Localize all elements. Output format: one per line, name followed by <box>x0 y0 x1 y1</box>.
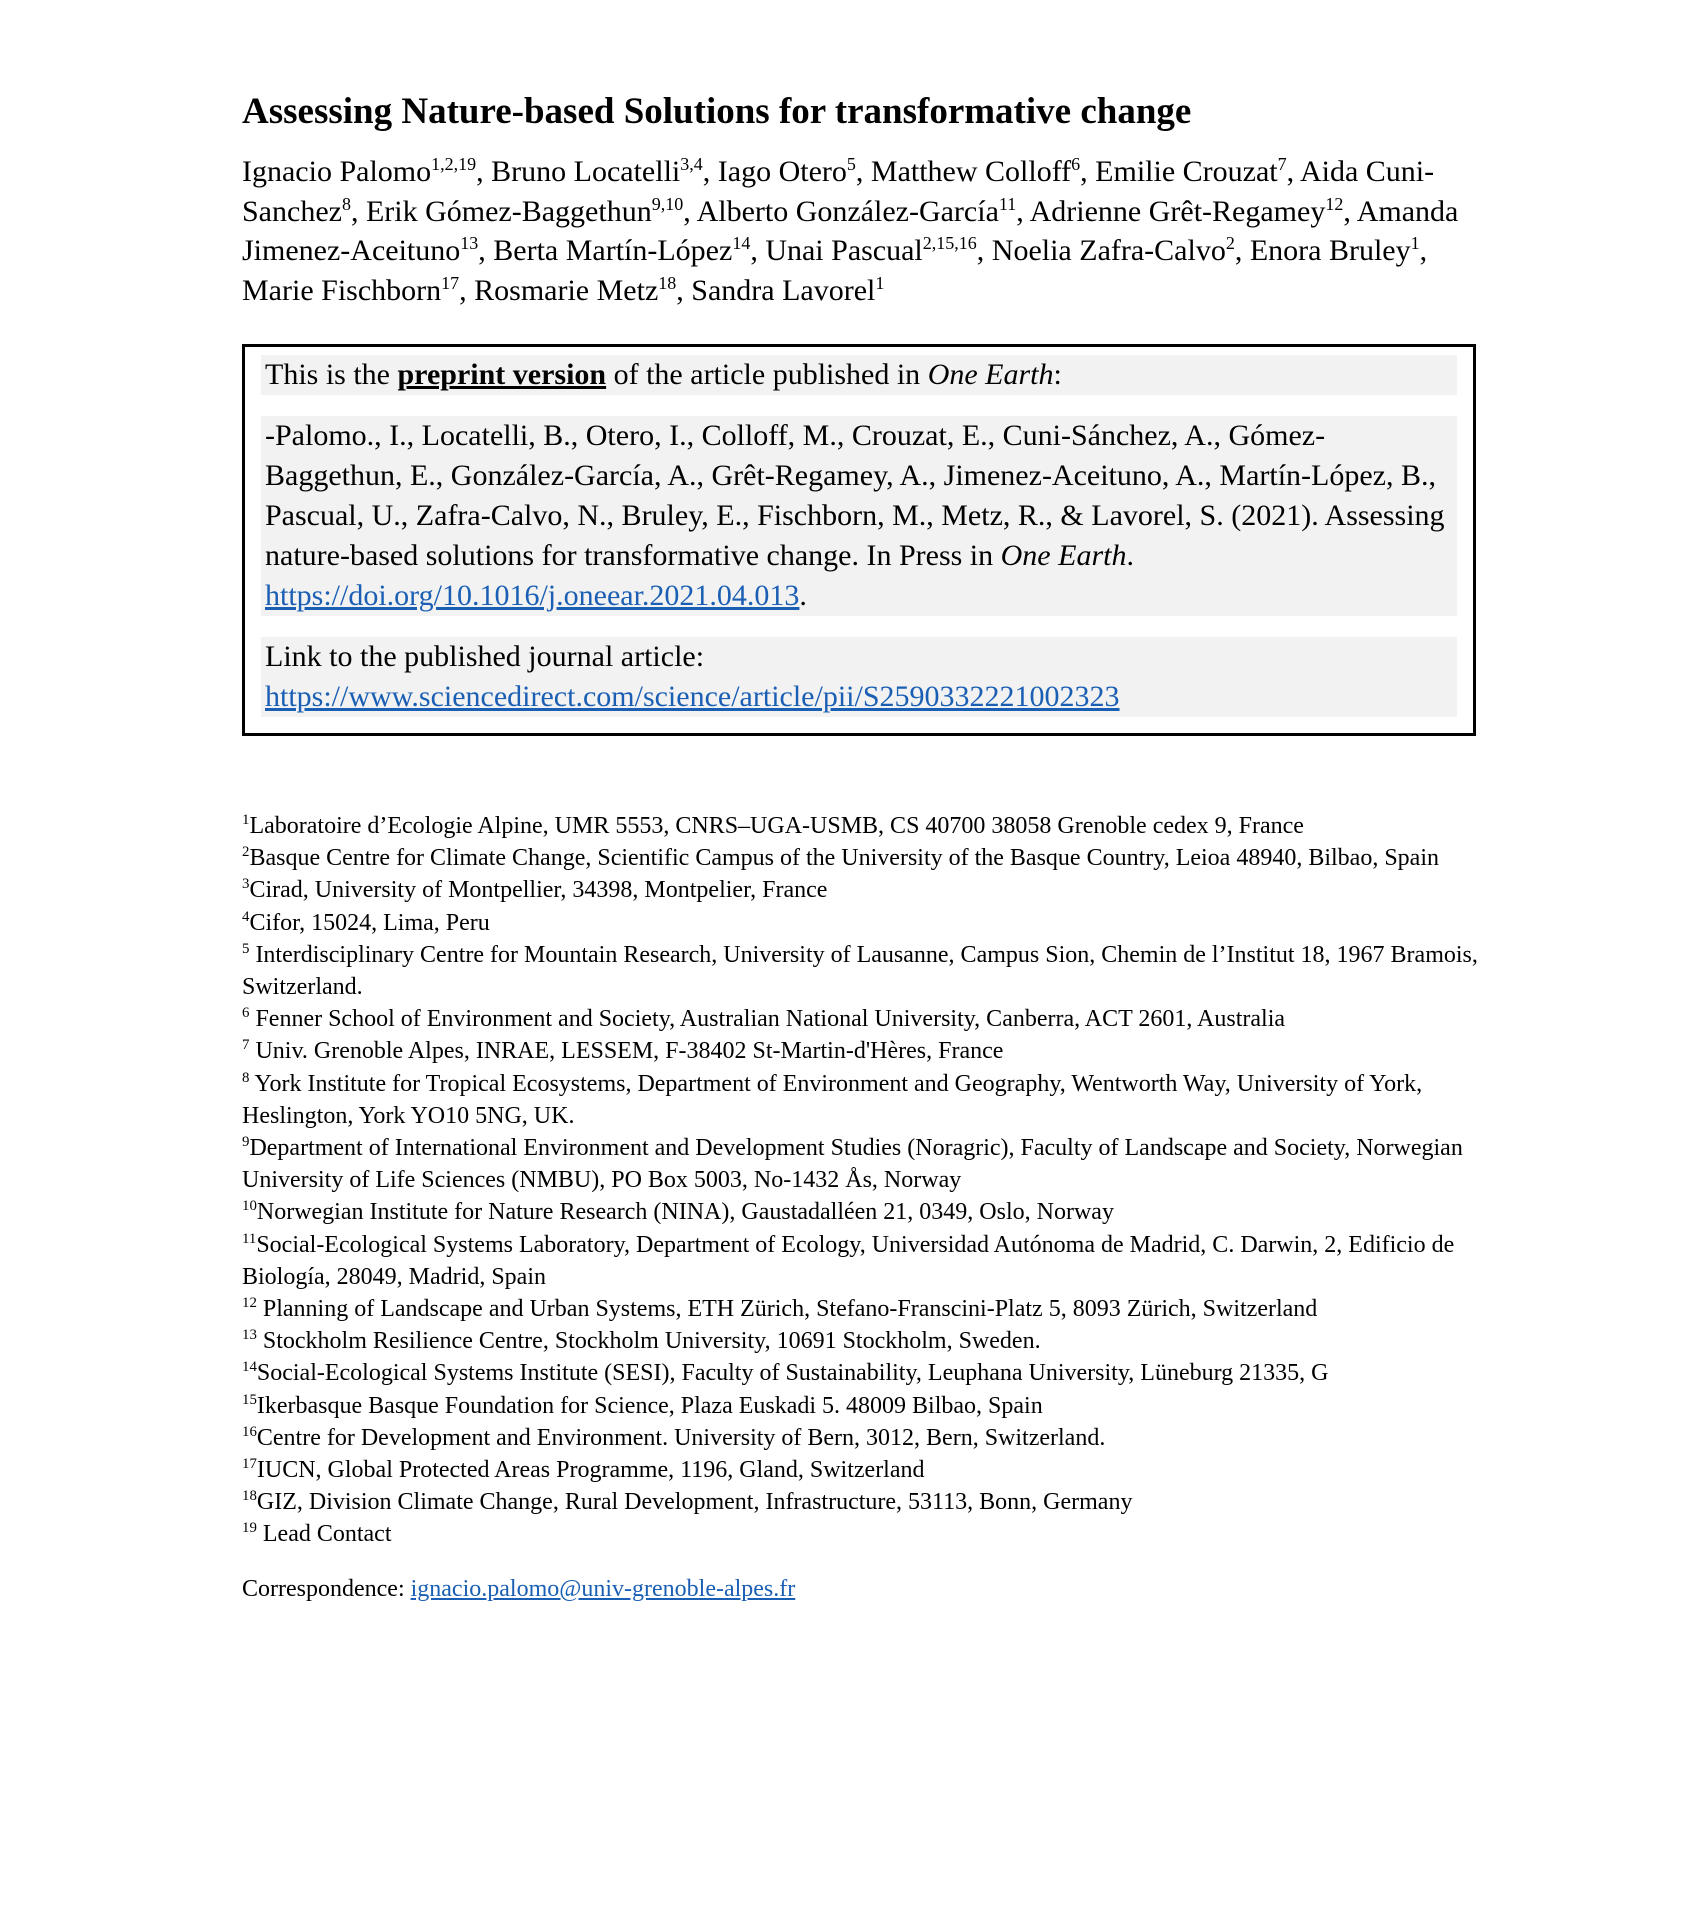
correspondence-label: Correspondence: <box>242 1575 411 1602</box>
author-affiliation-marker: 9,10 <box>651 193 684 214</box>
affiliation-item <box>242 842 1502 874</box>
author-name: Bruno Locatelli <box>491 155 681 188</box>
affiliation-text: GIZ, Division Climate Change, Rural Development, Infrastructure, 53113, Bonn, Germany <box>256 1489 1133 1516</box>
author-affiliation-marker: 11 <box>998 193 1017 214</box>
preprint-version-label: preprint version <box>397 358 607 391</box>
affiliation-item <box>242 1293 1502 1325</box>
author-name: Noelia Zafra-Calvo <box>991 234 1226 267</box>
author-name: Matthew Colloff <box>870 155 1072 188</box>
paper-title: Assessing Nature-based Solutions for transformative change <box>242 91 1192 132</box>
author-name: Erik Gómez-Baggethun <box>365 194 652 228</box>
affiliation-number: 17 <box>242 1456 257 1473</box>
affiliation-number: 11 <box>242 1230 257 1247</box>
doi-link[interactable]: https://doi.org/10.1016/j.oneear.2021.04.013 <box>265 579 800 612</box>
published-link-label: Link to the published journal article: <box>265 640 705 673</box>
affiliation-number: 12 <box>242 1295 257 1312</box>
affiliation-number: 6 <box>242 1005 250 1022</box>
author-affiliation-marker: 2 <box>1225 233 1235 253</box>
affiliation-text: Centre for Development and Environment. University of Bern, 3012, Bern, Switzerland. <box>256 1424 1106 1451</box>
affiliation-item <box>242 1229 1502 1293</box>
affiliation-text: IUCN, Global Protected Areas Programme, 1196, Gland, Switzerland <box>256 1457 925 1484</box>
author-name: Berta Martín-López <box>493 234 733 267</box>
affiliation-number: 10 <box>242 1198 257 1215</box>
author-name: Rosmarie Metz <box>474 273 659 307</box>
author-affiliation-marker: 8 <box>341 193 351 214</box>
affiliation-text: York Institute for Tropical Ecosystems, Department of Environment and Geography, Wentworth Way, University of York, Heslington, York YO10 5NG, UK. <box>242 1070 1423 1129</box>
author-affiliation-marker: 5 <box>846 154 856 174</box>
affiliation-item <box>242 1422 1502 1454</box>
affiliation-text: Department of International Environment and Development Studies (Noragric), Faculty of Landscape and Society, Norwegian University of Life Sciences (NMBU), PO Box 5003, No-1432 Ås, Norway <box>242 1135 1463 1194</box>
affiliation-item <box>242 1196 1502 1228</box>
author-name: Unai Pascual <box>765 234 923 267</box>
author-name: Iago Otero <box>717 155 847 188</box>
affiliation-number: 15 <box>242 1391 257 1408</box>
affiliation-number: 1 <box>242 812 250 828</box>
author-affiliation-marker: 12 <box>1325 193 1344 214</box>
author-affiliation-marker: 7 <box>1277 154 1287 174</box>
author-name: Ignacio Palomo <box>242 155 432 188</box>
affiliation-item <box>242 939 1502 1003</box>
affiliations-list <box>242 810 1502 1551</box>
author-name: Marie Fischborn <box>242 273 442 307</box>
author-affiliation-marker: 14 <box>732 233 751 253</box>
affiliation-text: Social-Ecological Systems Institute (SESI), Faculty of Sustainability, Leuphana University, Lüneburg 21335, G <box>256 1360 1329 1387</box>
author-name: Alberto González-García <box>696 194 999 228</box>
affiliation-item <box>242 1132 1502 1196</box>
author-affiliation-marker: 18 <box>658 272 677 293</box>
author-name: Emilie Crouzat <box>1095 155 1278 188</box>
correspondence <box>242 1573 1502 1605</box>
affiliation-text: Social-Ecological Systems Laboratory, Department of Ecology, Universidad Autónoma de Madrid, C. Darwin, 2, Edificio de Biología, 28049, Madrid, Spain <box>242 1231 1455 1290</box>
affiliation-item <box>242 1486 1502 1518</box>
author-list: Ignacio Palomo$^{1,2,19}$, Bruno Locatelli$^{3,4}$, Iago Otero$^5$, Matthew Colloff$^6$, Emilie Crouzat$^7$, Aida Cuni-Sanchez$^8$, Erik Gómez-Baggethun$^{9,10}$, Alberto González-García$^{11}$, Adrienne Grêt-Regamey$^{12}$, Amanda Jimenez-Aceituno$^{13}$, Berta Martín-López$^{14}$, Unai Pascual$^{2,15,16}$, Noelia Zafra-Calvo$^2$, Enora Bruley$^1$, Marie Fischborn$^{17}$, Rosmarie Metz$^{18}$, Sandra Lavorel$^1$ <box>242 154 1459 307</box>
affiliation-item <box>242 1325 1502 1357</box>
affiliation-text: Cifor, 15024, Lima, Peru <box>249 909 490 936</box>
affiliation-text: Lead Contact <box>256 1521 392 1548</box>
author-affiliation-marker: 3,4 <box>680 154 703 174</box>
author-affiliation-marker: 1,2,19 <box>431 154 477 174</box>
affiliation-text: Ikerbasque Basque Foundation for Science, Plaza Euskadi 5. 48009 Bilbao, Spain <box>256 1392 1043 1419</box>
affiliation-item <box>242 810 1502 842</box>
author-affiliation-marker: 1 <box>875 272 885 293</box>
author-name: Aida Cuni-Sanchez <box>242 155 1435 228</box>
journal-name: One Earth <box>927 358 1054 391</box>
affiliation-item <box>242 1003 1502 1035</box>
affiliation-text: Norwegian Institute for Nature Research (NINA), Gaustadalléen 21, 0349, Oslo, Norway <box>256 1199 1114 1226</box>
preprint-notice-box <box>242 344 1476 736</box>
affiliation-item <box>242 1518 1502 1550</box>
affiliation-text: Planning of Landscape and Urban Systems, ETH Zürich, Stefano-Franscini-Platz 5, 8093 Zürich, Switzerland <box>256 1296 1318 1323</box>
affiliation-number: 5 <box>242 940 250 957</box>
affiliation-number: 16 <box>242 1423 257 1440</box>
affiliation-number: 9 <box>242 1134 250 1151</box>
published-article-block <box>261 637 1457 717</box>
affiliation-number: 18 <box>242 1488 257 1505</box>
document-page <box>242 88 1502 1605</box>
author-name: Sandra Lavorel <box>691 273 876 307</box>
citation-block: -Palomo., I., Locatelli, B., Otero, I., Colloff, M., Crouzat, E., Cuni-Sánchez, A., Gómez-Baggethun, E., González-García, A., Grêt-Regamey, A., Jimenez-Aceituno, A., Martín-López, B., Pascual, U., Zafra-Calvo, N., Bruley, E., Fischborn, M., Metz, R., & Lavorel, S. (2021). Assessing nature-based solutions for transformative change. In Press in One Earth. https://doi.org/10.1016/j.oneear.2021.04.013. <box>261 416 1457 616</box>
correspondence-email-link[interactable]: ignacio.palomo@univ-grenoble-alpes.fr <box>410 1575 796 1602</box>
affiliation-item <box>242 1390 1502 1422</box>
affiliation-text: Interdisciplinary Centre for Mountain Research, University of Lausanne, Campus Sion, Chemin de l’Institut 18, 1967 Bramois, Switzerland. <box>242 941 1478 1001</box>
affiliation-text: Cirad, University of Montpellier, 34398, Montpelier, France <box>249 877 828 904</box>
affiliation-number: 3 <box>242 876 250 893</box>
author-affiliation-marker: 6 <box>1071 154 1081 174</box>
affiliation-number: 8 <box>242 1069 250 1086</box>
author-name: Amanda Jimenez-Aceituno <box>242 194 1459 267</box>
affiliation-number: 7 <box>242 1037 250 1054</box>
affiliation-text: Univ. Grenoble Alpes, INRAE, LESSEM, F-38402 St-Martin-d'Hères, France <box>249 1038 1004 1065</box>
citation-journal: One Earth <box>1000 539 1127 572</box>
affiliation-number: 14 <box>242 1359 257 1376</box>
affiliation-item <box>242 1357 1502 1389</box>
affiliation-item <box>242 1035 1502 1067</box>
affiliation-item <box>242 874 1502 906</box>
affiliation-number: 19 <box>242 1520 257 1537</box>
affiliation-number: 4 <box>242 908 250 925</box>
author-affiliation-marker: 1 <box>1410 233 1420 253</box>
affiliation-item <box>242 1454 1502 1486</box>
affiliation-text: Laboratoire d’Ecologie Alpine, UMR 5553, CNRS–UGA-USMB, CS 40700 38058 Grenoble cedex 9, France <box>249 813 1304 839</box>
affiliation-item <box>242 907 1502 939</box>
author-affiliation-marker: 13 <box>460 233 479 253</box>
author-name: Adrienne Grêt-Regamey <box>1029 194 1326 228</box>
author-affiliation-marker: 17 <box>441 272 460 293</box>
author-name: Enora Bruley <box>1249 234 1411 267</box>
affiliation-text: Stockholm Resilience Centre, Stockholm University, 10691 Stockholm, Sweden. <box>256 1328 1041 1355</box>
affiliation-text: Fenner School of Environment and Society, Australian National University, Canberra, ACT 2601, Australia <box>249 1006 1286 1033</box>
affiliation-text: Basque Centre for Climate Change, Scientific Campus of the University of the Basque Country, Leioa 48940, Bilbao, Spain <box>249 845 1439 872</box>
preprint-intro: This is the preprint version of the article published in One Earth: <box>261 355 1457 395</box>
affiliation-number: 2 <box>242 844 250 861</box>
sciencedirect-link[interactable]: https://www.sciencedirect.com/science/article/pii/S2590332221002323 <box>265 680 1120 713</box>
author-affiliation-marker: 2,15,16 <box>922 233 977 253</box>
affiliation-number: 13 <box>242 1327 257 1344</box>
citation-text: -Palomo., I., Locatelli, B., Otero, I., Colloff, M., Crouzat, E., Cuni-Sánchez, A., Gómez-Baggethun, E., González-García, A., Grêt-Regamey, A., Jimenez-Aceituno, A., Martín-López, B., Pascual, U., Zafra-Calvo, N., Bruley, E., Fischborn, M., Metz, R., & Lavorel, S. (2021). Assessing nature-based solutions for transformative change. In Press in <box>265 419 1445 572</box>
affiliation-item <box>242 1068 1502 1132</box>
